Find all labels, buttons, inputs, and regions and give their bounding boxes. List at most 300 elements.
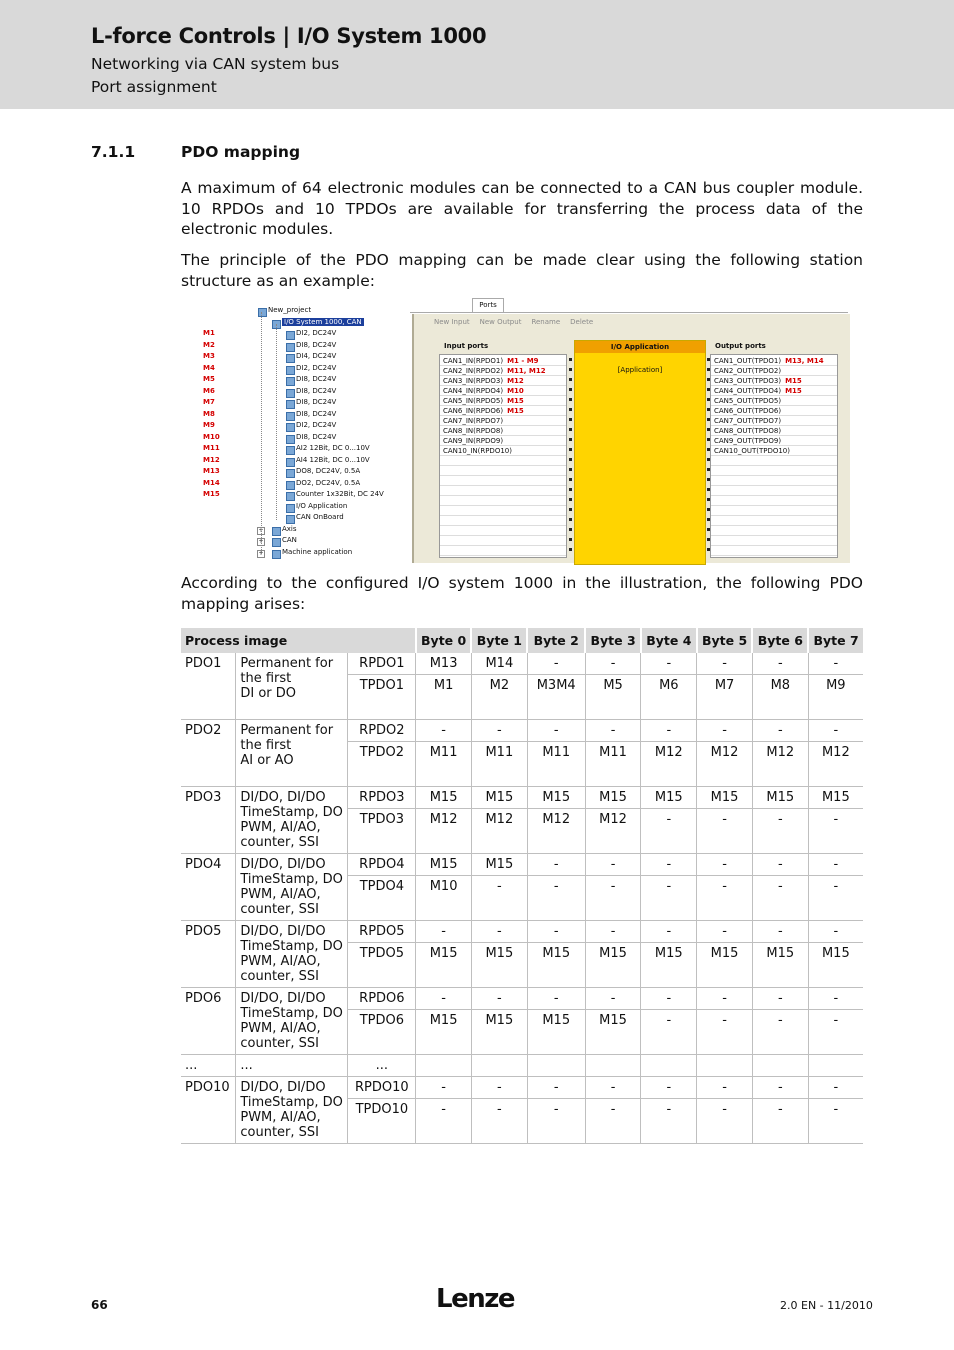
byte-cell: - bbox=[697, 854, 753, 876]
port-item[interactable] bbox=[714, 437, 781, 445]
tree-item-node[interactable] bbox=[200, 525, 410, 537]
module-id-label: M8 bbox=[203, 409, 215, 418]
tree-connector bbox=[276, 324, 277, 520]
list-gridline bbox=[711, 395, 837, 396]
byte-cell: - bbox=[808, 720, 863, 742]
tree-item-io-system[interactable] bbox=[200, 318, 410, 330]
tree-item-label: Counter 1x32Bit, DC 24V bbox=[296, 490, 384, 498]
column-header: Byte 0 bbox=[416, 628, 472, 653]
connector-dot bbox=[569, 358, 572, 361]
module-icon bbox=[286, 423, 295, 432]
port-item[interactable] bbox=[714, 397, 781, 405]
byte-cell: - bbox=[585, 1077, 641, 1099]
column-header: Byte 7 bbox=[808, 628, 863, 653]
module-id-label: M12 bbox=[203, 455, 220, 464]
port-item[interactable] bbox=[443, 407, 524, 415]
byte-cell: - bbox=[808, 809, 863, 854]
port-item[interactable] bbox=[443, 377, 524, 385]
byte-cell: - bbox=[752, 1010, 808, 1055]
application-icon bbox=[286, 515, 295, 524]
byte-cell: - bbox=[471, 1099, 527, 1144]
table-row bbox=[181, 988, 863, 1010]
module-icon bbox=[286, 400, 295, 409]
byte-cell: - bbox=[471, 988, 527, 1010]
list-gridline bbox=[711, 495, 837, 496]
tree-item-module[interactable] bbox=[200, 341, 410, 353]
pdo-description: DI/DO, DI/DO TimeStamp, DO PWM, AI/AO, counter, SSI bbox=[236, 1077, 348, 1144]
toolbar-button-delete[interactable]: Delete bbox=[570, 318, 594, 326]
list-gridline bbox=[440, 485, 566, 486]
table-row bbox=[181, 1055, 863, 1077]
column-header: Byte 6 bbox=[752, 628, 808, 653]
byte-cell: M15 bbox=[641, 943, 697, 988]
module-id-label: M11 bbox=[203, 444, 220, 452]
port-name: CAN4_OUT(TPDO4) bbox=[714, 387, 782, 395]
list-gridline bbox=[440, 545, 566, 546]
connector-dot bbox=[569, 468, 572, 471]
tree-item-module[interactable] bbox=[200, 433, 410, 445]
tree-item-label: I/O Application bbox=[296, 501, 348, 510]
byte-cell bbox=[752, 1055, 808, 1077]
pdo-label: PDO6 bbox=[181, 988, 236, 1055]
byte-cell: M15 bbox=[808, 943, 863, 988]
tree-item-module[interactable] bbox=[200, 364, 410, 376]
tree-item-extra[interactable] bbox=[200, 502, 410, 514]
byte-cell: - bbox=[808, 854, 863, 876]
byte-cell: M12 bbox=[641, 742, 697, 787]
pdo-description: Permanent for the first AI or AO bbox=[236, 720, 348, 787]
application-icon bbox=[286, 504, 295, 513]
pdo-label: PDO2 bbox=[181, 720, 236, 787]
tree-item-module[interactable] bbox=[200, 375, 410, 387]
byte-cell bbox=[697, 1055, 753, 1077]
ports-toolbar bbox=[434, 318, 603, 326]
pdo-name: TPDO2 bbox=[348, 742, 416, 787]
tree-item-label: DI8, DC24V bbox=[296, 375, 337, 383]
list-gridline bbox=[440, 455, 566, 456]
byte-cell: - bbox=[697, 653, 753, 675]
module-icon bbox=[286, 458, 295, 467]
byte-cell: - bbox=[527, 854, 585, 876]
column-header: Byte 2 bbox=[527, 628, 585, 653]
list-gridline bbox=[440, 465, 566, 466]
port-name: CAN6_OUT(TPDO6) bbox=[714, 407, 782, 415]
byte-cell: M2 bbox=[471, 675, 527, 720]
byte-cell: M1 bbox=[416, 675, 472, 720]
list-gridline bbox=[711, 425, 837, 426]
tab-ports[interactable]: Ports bbox=[472, 298, 504, 312]
byte-cell: - bbox=[752, 1077, 808, 1099]
connector-dot bbox=[569, 388, 572, 391]
module-icon bbox=[286, 481, 295, 490]
byte-cell: M15 bbox=[752, 943, 808, 988]
byte-cell: - bbox=[752, 921, 808, 943]
byte-cell: - bbox=[585, 988, 641, 1010]
port-item[interactable] bbox=[443, 367, 546, 375]
byte-cell: - bbox=[697, 809, 753, 854]
connector-dot bbox=[569, 428, 572, 431]
byte-cell: M15 bbox=[471, 787, 527, 809]
list-gridline bbox=[711, 465, 837, 466]
tree-item-node[interactable] bbox=[200, 548, 410, 560]
byte-cell: M15 bbox=[416, 943, 472, 988]
byte-cell: - bbox=[752, 854, 808, 876]
tree-item-label: DO2, DC24V, 0.5A bbox=[296, 478, 361, 487]
port-item[interactable] bbox=[443, 357, 539, 365]
byte-cell: - bbox=[471, 1077, 527, 1099]
pdo-label: PDO1 bbox=[181, 653, 236, 720]
tree-item-extra[interactable] bbox=[200, 513, 410, 525]
table-row bbox=[181, 787, 863, 809]
tree-item-label: DI4, DC24V bbox=[296, 352, 337, 360]
connector-dot bbox=[569, 508, 572, 511]
tree-item-module[interactable] bbox=[200, 410, 410, 422]
port-name: CAN10_OUT(TPDO10) bbox=[714, 447, 790, 455]
module-icon bbox=[286, 435, 295, 444]
byte-cell: - bbox=[808, 1099, 863, 1144]
byte-cell: - bbox=[641, 1099, 697, 1144]
paragraph-principle: The principle of the PDO mapping can be made clear using the following station structure as an example: bbox=[181, 251, 863, 290]
port-name: CAN3_OUT(TPDO3) bbox=[714, 377, 782, 385]
tree-item-label: DI8, DC24V bbox=[296, 409, 337, 418]
byte-cell: - bbox=[527, 876, 585, 921]
pdo-mapping-table bbox=[181, 628, 863, 1144]
module-icon bbox=[286, 412, 295, 421]
list-gridline bbox=[711, 365, 837, 366]
list-gridline bbox=[440, 365, 566, 366]
port-item[interactable] bbox=[443, 417, 503, 425]
port-item[interactable] bbox=[714, 377, 802, 385]
module-icon bbox=[286, 354, 295, 363]
byte-cell: M15 bbox=[585, 787, 641, 809]
module-id-label: M14 bbox=[203, 478, 220, 487]
port-item[interactable] bbox=[714, 387, 802, 395]
list-gridline bbox=[440, 495, 566, 496]
pdo-name: RPDO3 bbox=[348, 787, 416, 809]
io-application-value: [Application] bbox=[617, 366, 663, 374]
port-name: CAN5_IN(RPDO5) bbox=[443, 397, 504, 405]
byte-cell: - bbox=[641, 876, 697, 921]
byte-cell bbox=[641, 1055, 697, 1077]
port-item[interactable] bbox=[443, 387, 524, 395]
port-item[interactable] bbox=[714, 357, 824, 365]
byte-cell: M12 bbox=[808, 742, 863, 787]
byte-cell: - bbox=[752, 809, 808, 854]
list-gridline bbox=[440, 475, 566, 476]
tree-item-module[interactable] bbox=[200, 479, 410, 491]
byte-cell: - bbox=[641, 921, 697, 943]
byte-cell: - bbox=[527, 653, 585, 675]
byte-cell: - bbox=[641, 988, 697, 1010]
list-gridline bbox=[440, 405, 566, 406]
byte-cell: - bbox=[697, 1077, 753, 1099]
paragraph-mapping: According to the configured I/O system 1000 in the illustration, the following PDO mapping arises: bbox=[181, 574, 863, 613]
byte-cell: M15 bbox=[416, 854, 472, 876]
connector-dot bbox=[569, 488, 572, 491]
connector-dot bbox=[569, 418, 572, 421]
byte-cell: M11 bbox=[585, 742, 641, 787]
byte-cell: - bbox=[697, 988, 753, 1010]
pdo-description: DI/DO, DI/DO TimeStamp, DO PWM, AI/AO, counter, SSI bbox=[236, 787, 348, 854]
pdo-name: RPDO4 bbox=[348, 854, 416, 876]
pdo-description: DI/DO, DI/DO TimeStamp, DO PWM, AI/AO, counter, SSI bbox=[236, 921, 348, 988]
toolbar-button-new-output[interactable]: New Output bbox=[479, 318, 522, 326]
table-header-row bbox=[181, 628, 863, 653]
byte-cell: - bbox=[527, 1099, 585, 1144]
section-number: 7.1.1 bbox=[91, 143, 136, 161]
byte-cell: M15 bbox=[697, 787, 753, 809]
module-id-label: M5 bbox=[203, 375, 215, 383]
tree-item-node[interactable] bbox=[200, 536, 410, 548]
list-gridline bbox=[711, 475, 837, 476]
output-ports-list[interactable] bbox=[710, 342, 838, 558]
tree-item-label: Machine application bbox=[282, 547, 353, 556]
byte-cell: M15 bbox=[527, 1010, 585, 1055]
project-icon bbox=[258, 308, 267, 317]
toolbar-button-new-input[interactable]: New Input bbox=[434, 318, 470, 326]
input-ports-list[interactable] bbox=[439, 342, 567, 558]
connector-dot bbox=[569, 408, 572, 411]
tree-item-module[interactable] bbox=[200, 398, 410, 410]
byte-cell: - bbox=[697, 1010, 753, 1055]
toolbar-button-rename[interactable]: Rename bbox=[531, 318, 561, 326]
byte-cell: M6 bbox=[641, 675, 697, 720]
module-icon bbox=[286, 389, 295, 398]
pdo-name: RPDO1 bbox=[348, 653, 416, 675]
port-module-mapping: M1 - M9 bbox=[507, 357, 539, 365]
byte-cell: M13 bbox=[416, 653, 472, 675]
pdo-name: TPDO4 bbox=[348, 876, 416, 921]
byte-cell: - bbox=[416, 720, 472, 742]
byte-cell: M15 bbox=[585, 943, 641, 988]
byte-cell: - bbox=[416, 921, 472, 943]
port-name: CAN8_OUT(TPDO8) bbox=[714, 427, 782, 435]
pdo-description: DI/DO, DI/DO TimeStamp, DO PWM, AI/AO, counter, SSI bbox=[236, 854, 348, 921]
byte-cell: - bbox=[527, 1077, 585, 1099]
module-icon bbox=[286, 343, 295, 352]
byte-cell: M12 bbox=[697, 742, 753, 787]
connector-dot bbox=[569, 498, 572, 501]
tree-item-module[interactable] bbox=[200, 456, 410, 468]
port-name: CAN9_OUT(TPDO9) bbox=[714, 437, 782, 445]
list-gridline bbox=[440, 425, 566, 426]
byte-cell: M7 bbox=[697, 675, 753, 720]
byte-cell: - bbox=[585, 921, 641, 943]
byte-cell bbox=[585, 1055, 641, 1077]
byte-cell: - bbox=[808, 1010, 863, 1055]
section-title: PDO mapping bbox=[181, 143, 301, 161]
byte-cell: M15 bbox=[697, 943, 753, 988]
port-module-mapping: M15 bbox=[785, 387, 802, 395]
tree-item-module[interactable] bbox=[200, 444, 410, 456]
tree-item-module[interactable] bbox=[200, 329, 410, 341]
folder-icon bbox=[272, 538, 281, 547]
module-id-label: M7 bbox=[203, 398, 215, 406]
byte-cell: - bbox=[752, 653, 808, 675]
tree-item-module[interactable] bbox=[200, 387, 410, 399]
byte-cell: M15 bbox=[641, 787, 697, 809]
list-gridline bbox=[711, 375, 837, 376]
connector-dot bbox=[569, 478, 572, 481]
module-icon bbox=[286, 331, 295, 340]
tree-item-label: DI2, DC24V bbox=[296, 363, 337, 372]
pdo-name: TPDO3 bbox=[348, 809, 416, 854]
tree-item-module[interactable] bbox=[200, 421, 410, 433]
byte-cell: M15 bbox=[416, 787, 472, 809]
port-item[interactable] bbox=[443, 437, 503, 445]
byte-cell: M12 bbox=[527, 809, 585, 854]
list-gridline bbox=[440, 535, 566, 536]
list-gridline bbox=[711, 455, 837, 456]
port-item[interactable] bbox=[443, 427, 503, 435]
port-name: CAN10_IN(RPDO10) bbox=[443, 447, 512, 455]
column-header: Byte 5 bbox=[697, 628, 753, 653]
port-name: CAN5_OUT(TPDO5) bbox=[714, 397, 782, 405]
byte-cell: M3M4 bbox=[527, 675, 585, 720]
table-row bbox=[181, 653, 863, 675]
port-name: CAN9_IN(RPDO9) bbox=[443, 437, 504, 445]
byte-cell: M15 bbox=[471, 1010, 527, 1055]
port-item[interactable] bbox=[714, 447, 790, 455]
port-item[interactable] bbox=[714, 417, 781, 425]
input-connectors bbox=[569, 358, 572, 558]
station-structure-illustration bbox=[200, 298, 848, 563]
lenze-logo: Lenze bbox=[436, 1284, 514, 1314]
io-application-title: I/O Application bbox=[575, 341, 705, 353]
port-name: CAN7_OUT(TPDO7) bbox=[714, 417, 782, 425]
byte-cell: M5 bbox=[585, 675, 641, 720]
pdo-name: RPDO2 bbox=[348, 720, 416, 742]
tree-item-label: CAN bbox=[282, 536, 297, 544]
tree-item-label: DI8, DC24V bbox=[296, 398, 337, 406]
port-name: CAN6_IN(RPDO6) bbox=[443, 407, 504, 415]
list-gridline bbox=[440, 375, 566, 376]
list-gridline bbox=[711, 545, 837, 546]
byte-cell: - bbox=[752, 1099, 808, 1144]
list-gridline bbox=[440, 415, 566, 416]
tree-connector bbox=[261, 312, 262, 554]
byte-cell: - bbox=[416, 988, 472, 1010]
byte-cell: - bbox=[808, 1077, 863, 1099]
folder-icon bbox=[272, 527, 281, 536]
port-name: CAN2_IN(RPDO2) bbox=[443, 367, 504, 375]
connector-dot bbox=[569, 528, 572, 531]
byte-cell: M15 bbox=[585, 1010, 641, 1055]
byte-cell: - bbox=[585, 854, 641, 876]
byte-cell: - bbox=[527, 921, 585, 943]
list-gridline bbox=[711, 445, 837, 446]
list-gridline bbox=[711, 415, 837, 416]
folder-icon bbox=[272, 550, 281, 559]
port-item[interactable] bbox=[443, 397, 524, 405]
byte-cell: - bbox=[808, 988, 863, 1010]
connector-dot bbox=[569, 458, 572, 461]
byte-cell: - bbox=[527, 988, 585, 1010]
byte-cell: M15 bbox=[527, 943, 585, 988]
tree-item-label: CAN OnBoard bbox=[296, 513, 344, 521]
byte-cell: M9 bbox=[808, 675, 863, 720]
pdo-name: RPDO6 bbox=[348, 988, 416, 1010]
list-gridline bbox=[711, 505, 837, 506]
byte-cell: M14 bbox=[471, 653, 527, 675]
pdo-name: ... bbox=[348, 1055, 416, 1077]
pdo-label: PDO10 bbox=[181, 1077, 236, 1144]
column-header: Process image bbox=[181, 628, 416, 653]
tree-item-label: DI8, DC24V bbox=[296, 432, 337, 441]
byte-cell: - bbox=[585, 653, 641, 675]
byte-cell: - bbox=[752, 876, 808, 921]
byte-cell: - bbox=[808, 876, 863, 921]
port-item[interactable] bbox=[714, 367, 781, 375]
expand-icon[interactable]: + bbox=[258, 538, 264, 545]
module-icon bbox=[286, 366, 295, 375]
doc-subtitle-1: Networking via CAN system bus bbox=[91, 55, 340, 73]
expand-icon[interactable]: + bbox=[258, 526, 264, 534]
doc-subtitle-2: Port assignment bbox=[91, 78, 217, 96]
byte-cell: - bbox=[471, 720, 527, 742]
module-id-label: M10 bbox=[203, 432, 220, 441]
byte-cell: M12 bbox=[416, 809, 472, 854]
port-item[interactable] bbox=[714, 427, 781, 435]
tree-item-project[interactable] bbox=[200, 306, 410, 318]
port-item[interactable] bbox=[443, 447, 512, 455]
module-id-label: M6 bbox=[203, 386, 215, 395]
byte-cell: M15 bbox=[808, 787, 863, 809]
expand-icon[interactable]: + bbox=[258, 549, 264, 557]
connector-dot bbox=[569, 398, 572, 401]
connector-dot bbox=[569, 518, 572, 521]
byte-cell: M15 bbox=[416, 1010, 472, 1055]
module-icon bbox=[286, 492, 295, 501]
byte-cell: M15 bbox=[752, 787, 808, 809]
list-gridline bbox=[711, 535, 837, 536]
byte-cell: - bbox=[697, 876, 753, 921]
output-ports-title: Output ports bbox=[715, 342, 766, 350]
tree-item-module[interactable] bbox=[200, 490, 410, 502]
byte-cell: M15 bbox=[471, 943, 527, 988]
byte-cell: M10 bbox=[416, 876, 472, 921]
column-header: Byte 1 bbox=[471, 628, 527, 653]
module-icon bbox=[286, 446, 295, 455]
port-module-mapping: M15 bbox=[507, 397, 524, 405]
port-item[interactable] bbox=[714, 407, 781, 415]
port-name: CAN8_IN(RPDO8) bbox=[443, 427, 504, 435]
list-gridline bbox=[440, 435, 566, 436]
byte-cell: - bbox=[585, 876, 641, 921]
port-name: CAN4_IN(RPDO4) bbox=[443, 387, 504, 395]
table-row bbox=[181, 921, 863, 943]
pdo-name: RPDO5 bbox=[348, 921, 416, 943]
ports-panel bbox=[410, 298, 848, 563]
module-id-label: M15 bbox=[203, 490, 220, 498]
byte-cell: M15 bbox=[471, 854, 527, 876]
port-module-mapping: M13, M14 bbox=[785, 357, 824, 365]
byte-cell: - bbox=[471, 876, 527, 921]
pdo-name: TPDO6 bbox=[348, 1010, 416, 1055]
tree-item-label: DI2, DC24V bbox=[296, 421, 337, 429]
list-gridline bbox=[711, 385, 837, 386]
io-application-block[interactable] bbox=[574, 340, 706, 565]
module-id-label: M9 bbox=[203, 421, 215, 429]
tree-item-module[interactable] bbox=[200, 352, 410, 364]
connector-dot bbox=[569, 548, 572, 551]
list-gridline bbox=[711, 405, 837, 406]
byte-cell: - bbox=[697, 921, 753, 943]
pdo-label: PDO5 bbox=[181, 921, 236, 988]
byte-cell: - bbox=[697, 720, 753, 742]
module-id-label: M3 bbox=[203, 352, 215, 360]
tree-item-module[interactable] bbox=[200, 467, 410, 479]
